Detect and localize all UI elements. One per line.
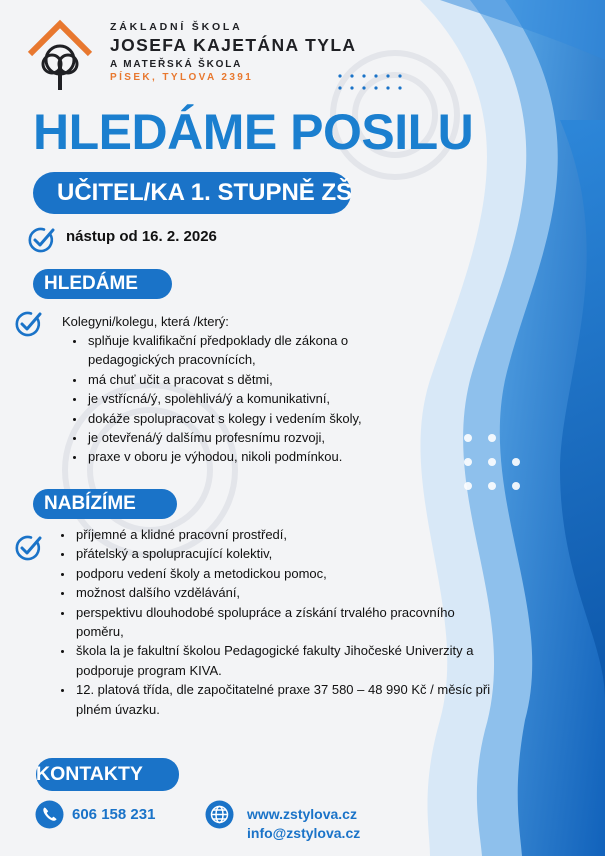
- list-item: • přátelský a spolupracující kolektiv,: [74, 544, 529, 563]
- list-item: • praxe v oboru je výhodou, nikoli podmínkou.: [86, 447, 431, 466]
- school-address: PÍSEK, TYLOVA 2391: [110, 72, 254, 83]
- seeking-list: [70, 331, 431, 467]
- phone-icon: [35, 800, 64, 829]
- list-item: • má chuť učit a pracovat s dětmi,: [86, 370, 431, 389]
- section-heading-offer: NABÍZÍME: [33, 489, 177, 519]
- position-badge: UČITEL/KA 1. STUPNĚ ZŠ: [33, 172, 351, 214]
- seeking-intro: Kolegyni/kolegu, která /který:: [62, 314, 229, 329]
- check-circle-icon: [13, 533, 43, 563]
- contact-website-link[interactable]: www.zstylova.cz: [247, 806, 357, 822]
- list-item: • podporu vedení školy a metodickou pomoc,: [74, 564, 529, 583]
- section-heading-contacts: KONTAKTY: [36, 758, 179, 791]
- list-item: • 12. platová třída, dle započitatelné praxe 37 580 – 48 990 Kč / měsíc při plném úvazku.: [74, 680, 526, 719]
- start-date: nástup od 16. 2. 2026: [66, 228, 217, 245]
- contact-phone[interactable]: 606 158 231: [72, 806, 156, 823]
- globe-icon: [205, 800, 234, 829]
- list-item: • je otevřená/ý dalšímu profesnímu rozvoji,: [86, 428, 431, 447]
- list-item: • je vstřícná/ý, spolehlivá/ý a komunikativní,: [86, 389, 431, 408]
- check-circle-icon: [26, 225, 56, 255]
- list-item: • příjemné a klidné pracovní prostředí,: [74, 525, 529, 544]
- section-heading-seeking: HLEDÁME: [33, 269, 172, 299]
- page-title: HLEDÁME POSILU: [33, 104, 474, 160]
- school-line-3: A MATEŘSKÁ ŠKOLA: [110, 59, 243, 70]
- offer-list: [58, 525, 529, 719]
- check-circle-icon: [13, 309, 43, 339]
- school-line-1: ZÁKLADNÍ ŠKOLA: [110, 21, 243, 33]
- contact-email-link[interactable]: info@zstylova.cz: [247, 825, 361, 841]
- list-item: • splňuje kvalifikační předpoklady dle zákona o pedagogických pracovnících,: [86, 331, 431, 370]
- list-item: • dokáže spolupracovat s kolegy i vedením školy,: [86, 409, 431, 428]
- list-item: • škola la je fakultní školou Pedagogické fakulty Jihočeské Univerzity a podporuje program KIVA.: [74, 641, 476, 680]
- school-logo: [26, 14, 94, 94]
- list-item: • možnost dalšího vzdělávání,: [74, 583, 529, 602]
- school-line-2: JOSEFA KAJETÁNA TYLA: [110, 35, 357, 55]
- school-name: [110, 21, 356, 83]
- list-item: • perspektivu dlouhodobé spolupráce a získání trvalého pracovního poměru,: [74, 603, 466, 642]
